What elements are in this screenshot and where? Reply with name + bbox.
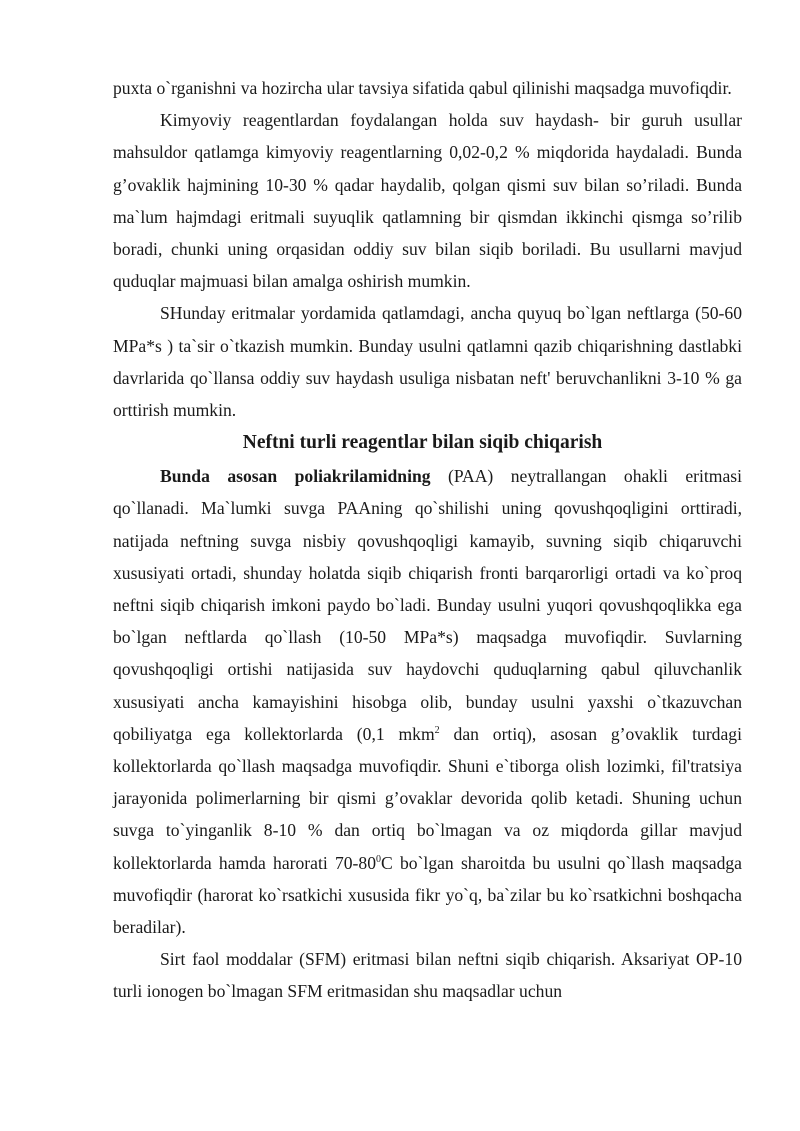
section-heading: Neftni turli reagentlar bilan siqib chiqarish	[242, 432, 603, 454]
paragraph-chemical-reagents: Kimyoviy reagentlardan foydalangan holda suv haydash- bir guruh usullar mahsuldor qatlamga kimyoviy reagentlarning 0,02-0,2 % miqdorida haydaladi. Bunda g’ovaklik hajmining 10-30 % qadar haydalib, qolgan qismi suv bilan so’riladi. Bunda ma`lum hajmdagi eritmali suyuqlik qatlamning bir qismdan ikkinchi qismga so’rilib boradi, chunki uning orqasidan oddiy suv bilan siqib boriladi. Bu usullarni mavjud quduqlar majmuasi bilan amalga oshirish mumkin.	[113, 110, 742, 292]
paragraph-intro-continuation: puxta o`rganishni va hozircha ular tavsiya sifatida qabul qilinishi maqsadga muvofiqdir.	[113, 78, 732, 98]
paragraph-solutions-viscous-oil: SHunday eritmalar yordamida qatlamdagi, ancha quyuq bo`lgan neftlarga (50-60 MPa*s ) ta`sir o`tkazish mumkin. Bunday usulni qatlamni qazib chiqarishning dastlabki davrlarida qo`llansa oddiy suv haydash usuliga nisbatan neft' beruvchanlikni 3-10 % ga orttirish mumkin.	[113, 303, 742, 421]
paragraph-surfactants: Sirt faol moddalar (SFM) eritmasi bilan neftni siqib chiqarish. Aksariyat OP-10 turli ionogen bo`lmagan SFM eritmasidan shu maqsadlar uchun	[113, 949, 742, 1002]
paragraph-text-part-c: C bo`lgan sharoitda bu usulni qo`llash maqsadga muvofiqdir (harorat ko`rsatkichi xususida fikr yo`q, ba`zilar bu ko`rsatkichni boshqacha beradilar).	[113, 852, 742, 938]
paragraph-polyacrylamide	[113, 460, 742, 943]
bold-lead-phrase: Bunda asosan poliakrilamidning	[160, 466, 431, 487]
paragraph-text-part-b: dan ortiq), asosan g’ovaklik turdagi kollektorlarda qo`llash maqsadga muvofiqdir. Shuni e`tiborga olish lozimki, fil'tratsiya jarayonida polimerlarning bir qismi g’ovaklar devorida qolib ketadi. Shuning uchun suvga to`yinganlik 8-10 % dan ortiq bo`lmagan va oz miqdorda gillar mavjud kollektorlarda hamda harorati 70-80	[113, 723, 742, 873]
superscript-squared: 2	[434, 725, 440, 736]
superscript-degree: 0	[376, 853, 382, 865]
paragraph-text-part-a: (PAA) neytrallangan ohakli eritmasi qo`llanadi. Ma`lumki suvga PAAning qo`shilishi uning qovushqoqligini orttiradi, natijada neftning suvga nisbiy qovushqoqligi kamayib, suvning siqib chiqaruvchi xususiyati ortadi, shunday holatda siqib chiqarish fronti barqarorligi ortadi va ko`proq neftni siqib chiqarish imkoni paydo bo`ladi. Bunday usulni yuqori qovushqoqlikka ega bo`lgan neftlarda qo`llash (10-50 MPa*s) maqsadga muvofiqdir. Suvlarning qovushqoqligi ortishi natijasida suv haydovchi quduqlarning qabul qiluvchanlik xususiyati ancha kamayishini hisobga olib, bunday usulni yaxshi o`tkazuvchan qobiliyatga ega kollektorlarda (0,1 mkm	[113, 466, 742, 744]
